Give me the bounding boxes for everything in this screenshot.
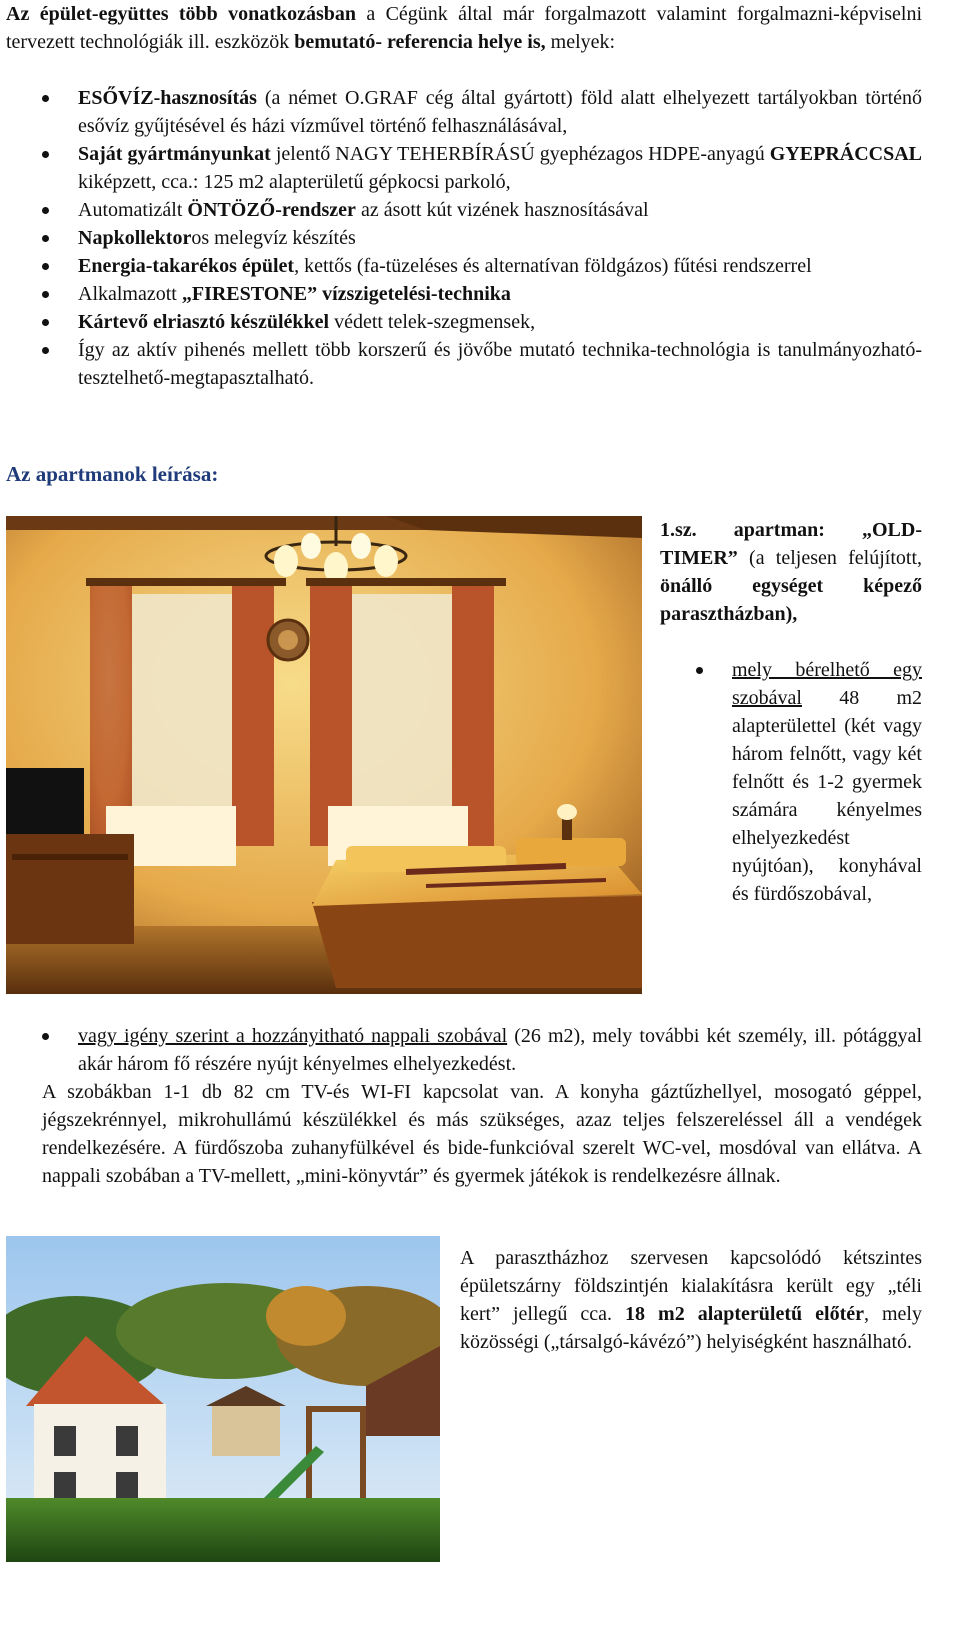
list-item-text: os melegvíz készítés: [191, 227, 356, 249]
intro-bold-2: épület-együttes több vonatkozásban: [39, 3, 356, 25]
list-item: [6, 308, 922, 336]
apartment-title: [660, 516, 922, 628]
intro-paragraph: [6, 0, 922, 56]
list-item-bold: Kártevő elriasztó készülékkel: [78, 311, 330, 333]
list-item: [6, 336, 922, 392]
list-item: [6, 140, 922, 196]
list-item: [6, 196, 922, 224]
house-exterior-photo: [6, 1236, 440, 1562]
list-item-text: kiképzett, cca.: 125 m2 alapterületű gépkocsi parkoló,: [78, 171, 511, 193]
list-item: [6, 84, 922, 140]
intro-bold-1: Az: [6, 3, 30, 25]
list-item-bold: ÖNTÖZŐ-rendszer: [187, 199, 356, 221]
list-item-bold: Napkollektor: [78, 227, 192, 249]
apartment-options-list: [660, 656, 922, 908]
apartment-title-text: (a teljesen felújított,: [737, 547, 922, 569]
list-item-bold: GYEPRÁCCSAL: [769, 143, 923, 165]
features-list: [6, 84, 922, 392]
list-item-underlined: vagy igény szerint a hozzányitható nappali szobával: [78, 1025, 508, 1047]
intro-text-2: melyek:: [550, 31, 616, 53]
section-heading: Az apartmanok leírása:: [6, 462, 219, 486]
list-item-underlined: mely bérelhető egy szobával: [732, 659, 922, 709]
list-item-bold: Energia-takarékos épület: [78, 255, 295, 277]
list-item-text: , kettős (fa-tüzeléses és alternatívan földgázos) fűtési rendszerrel: [294, 255, 812, 277]
list-item-text: (a német O.GRAF cég által gyártott) föld alatt elhelyezett tartályokban történő esővíz gyűjtésével és házi vízművel történő felhasználásával,: [78, 87, 922, 137]
list-item: [660, 656, 922, 908]
list-item-text: védett telek-szegmensek,: [329, 311, 536, 333]
winter-garden-text-2: , mely közösségi („társalgó-kávézó”) helyiségként használható.: [460, 1303, 922, 1353]
winter-garden-paragraph: [460, 1244, 922, 1356]
list-item-text: 48 m2 alapterülettel (két vagy három felnőtt, vagy két felnőtt és 1-2 gyermek számára kényelmes elhelyezkedést nyújtóan), konyhával és fürdőszobával,: [732, 687, 922, 905]
apartment-description: A szobákban 1-1 db 82 cm TV-és WI-FI kapcsolat van. A konyha gáztűzhellyel, mosogató géppel, jégszekrénnyel, mikrohullámú készülékkel és más szükséges, azaz teljes felszereléssel áll a vendégek rendelkezésére. A fürdőszoba zuhanyfülkével és bide-funkcióval szerelt WC-vel, mosdóval van ellátva. A nappali szobában a TV-mellett, „mini-könyvtár” és gyermek játékok is rendelkezésre állnak.: [42, 1081, 922, 1187]
list-item-text: Alkalmazott: [78, 283, 182, 305]
list-item-text: Automatizált: [78, 199, 188, 221]
list-item-text: jelentő NAGY TEHERBÍRÁSÚ gyephézagos HDPE-anyagú: [270, 143, 770, 165]
bedroom-photo: [6, 516, 642, 994]
list-item: [6, 252, 922, 280]
list-item-bold: „FIRESTONE” vízszigetelési-technika: [181, 283, 511, 305]
list-item: [6, 1022, 922, 1078]
list-item-bold: ESŐVÍZ-hasznosítás: [78, 87, 257, 109]
apartment-title-bold-2: önálló egységet képező parasztházban),: [660, 575, 922, 625]
list-item-text: az ásott kút vizének hasznosításával: [355, 199, 649, 221]
winter-garden-text-1: A parasztházhoz szervesen kapcsolódó kétszintes épületszárny földszintjén kialakításra került egy „téli kert” jellegű cca.: [460, 1247, 922, 1325]
list-item-text: (26 m2), mely további két személy, ill. pótággyal akár három fő részére nyújt kényelmes elhelyezkedést.: [78, 1025, 922, 1075]
apartment-options-list-2: [6, 1022, 922, 1078]
list-item-bold: Saját gyártmányunkat: [78, 143, 271, 165]
list-item: [6, 224, 922, 252]
apartment-title-bold: 1.sz. apartman: „OLD-TIMER”: [660, 519, 922, 569]
intro-bold-3: bemutató- referencia helye is,: [294, 31, 546, 53]
intro-text-1: a Cégünk által már forgalmazott valamint forgalmazni-képviselni tervezett technológiák ill. eszközök: [6, 3, 923, 53]
winter-garden-bold: 18 m2 alapterületű előtér: [625, 1303, 864, 1325]
list-item: [6, 280, 922, 308]
list-item-text: Így az aktív pihenés mellett több korszerű és jövőbe mutató technika-technológia is tanulmányozható-tesztelhető-megtapasztalható.: [78, 339, 922, 389]
